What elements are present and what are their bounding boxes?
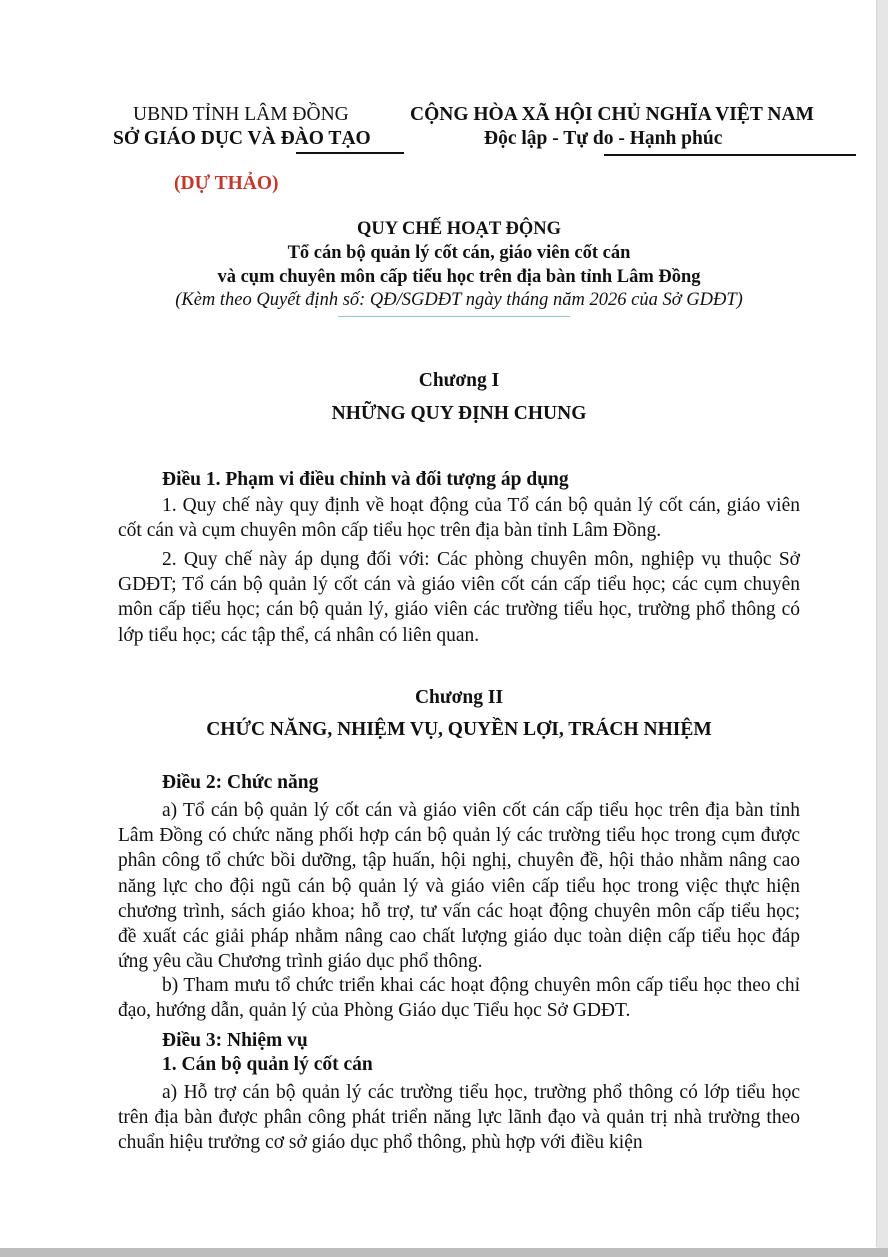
page-bottom-edge <box>0 1248 888 1257</box>
article-3-paragraph-a <box>118 1080 800 1156</box>
header-left-underline <box>296 152 404 154</box>
chapter-1-title: NHỮNG QUY ĐỊNH CHUNG <box>331 403 587 424</box>
document-subtitle-2: và cụm chuyên môn cấp tiểu học trên địa bàn tỉnh Lâm Đồng <box>217 267 701 287</box>
decision-reference: (Kèm theo Quyết định số: QĐ/SGDĐT ngày tháng năm 2026 của Sở GDĐT) <box>175 290 743 310</box>
article-1-paragraph-1 <box>118 493 800 543</box>
document-title: QUY CHẾ HOẠT ĐỘNG <box>356 219 562 239</box>
national-motto: Độc lập - Tự do - Hạnh phúc <box>484 128 723 149</box>
document-subtitle-1: Tổ cán bộ quản lý cốt cán, giáo viên cốt cán <box>287 243 631 263</box>
decision-number-underline <box>338 316 570 317</box>
article-2-paragraph-b <box>118 973 800 1023</box>
chapter-2-label: Chương II <box>414 687 504 708</box>
article-2-paragraph-b-text: b) Tham mưu tổ chức triển khai các hoạt động chuyên môn cấp tiểu học theo chỉ đạo, hướng dẫn, quản lý của Phòng Giáo dục Tiểu học Sở GDĐT. <box>118 975 800 1022</box>
department-name: SỞ GIÁO DỤC VÀ ĐÀO TẠO <box>113 128 371 149</box>
article-1-heading: Điều 1. Phạm vi điều chỉnh và đối tượng áp dụng <box>162 469 569 490</box>
article-3-paragraph-a-text: a) Hỗ trợ cán bộ quản lý các trường tiểu học, trường phổ thông có lớp tiểu học trên địa bàn được phân công phát triển năng lực lãnh đạo và quản trị nhà trường theo chuẩn hiệu trưởng cơ sở giáo dục phổ thông, phù hợp với điều kiện <box>118 1082 800 1154</box>
nation-name: CỘNG HÒA XÃ HỘI CHỦ NGHĨA VIỆT NAM <box>410 104 814 125</box>
chapter-1-label: Chương I <box>418 370 500 391</box>
article-1-paragraph-1-text: 1. Quy chế này quy định về hoạt động của Tổ cán bộ quản lý cốt cán, giáo viên cốt cán và cụm chuyên môn cấp tiểu học trên địa bàn tỉnh Lâm Đồng. <box>118 495 800 542</box>
agency-name: UBND TỈNH LÂM ĐỒNG <box>133 104 349 125</box>
article-1-paragraph-2-text: 2. Quy chế này áp dụng đối với: Các phòng chuyên môn, nghiệp vụ thuộc Sở GDĐT; Tổ cán bộ quản lý cốt cán và giáo viên cốt cán cấp tiểu học; các cụm chuyên môn cấp tiểu học; cán bộ quản lý, giáo viên các trường tiểu học, trường phổ thông có lớp tiểu học; các tập thể, cá nhân có liên quan. <box>118 549 800 646</box>
article-1-paragraph-2 <box>118 547 800 648</box>
article-3-subheading: 1. Cán bộ quản lý cốt cán <box>162 1054 373 1075</box>
draft-label: (DỰ THẢO) <box>174 173 279 194</box>
article-2-heading: Điều 2: Chức năng <box>162 772 319 793</box>
chapter-2-title: CHỨC NĂNG, NHIỆM VỤ, QUYỀN LỢI, TRÁCH NHIỆM <box>206 719 712 740</box>
header-right-underline <box>604 154 856 156</box>
page-shadow <box>877 0 888 1257</box>
article-3-heading: Điều 3: Nhiệm vụ <box>162 1030 308 1051</box>
article-2-paragraph-a-text: a) Tổ cán bộ quản lý cốt cán và giáo viên cốt cán cấp tiểu học trên địa bàn tỉnh Lâm Đồng có chức năng phối hợp cán bộ quản lý các trường tiểu học trong cụm được phân công tổ chức bồi dưỡng, tập huấn, hội nghị, chuyên đề, hội thảo nhằm nâng cao năng lực cho đội ngũ cán bộ quản lý và giáo viên cấp tiểu học trong việc thực hiện chương trình, sách giáo khoa; hỗ trợ, tư vấn các hoạt động chuyên môn cấp tiểu học; đề xuất các giải pháp nhằm nâng cao chất lượng giáo dục toàn diện cấp tiểu học đáp ứng yêu cầu Chương trình giáo dục phổ thông. <box>118 800 800 973</box>
article-2-paragraph-a <box>118 798 800 974</box>
